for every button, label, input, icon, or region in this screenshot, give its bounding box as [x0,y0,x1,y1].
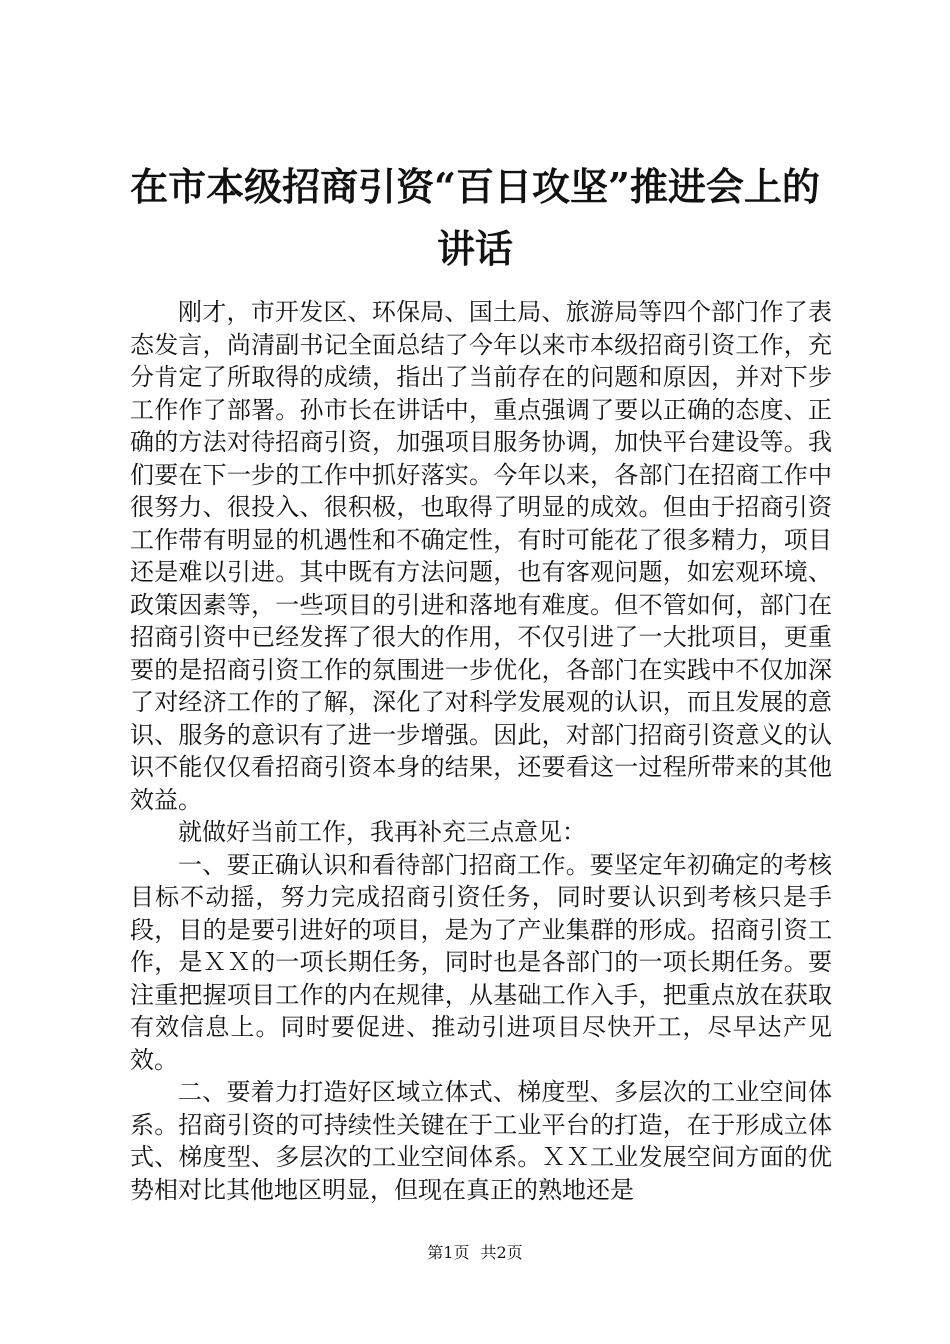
paragraph-4: 二、要着力打造好区域立体式、梯度型、多层次的工业空间体系。招商引资的可持续性关键在于工业平台的打造，在于形成立体式、梯度型、多层次的工业空间体系。ＸＸ工业发展空间方面的优势相对比其他地区明显，但现在真正的熟地还是 [130,1078,832,1204]
page-footer [0,1243,950,1263]
paragraph-2: 就做好当前工作，我再补充三点意见： [178,818,586,846]
page-number: 第1页 [427,1243,470,1262]
document-body [130,296,832,1206]
document-title: 在市本级招商引资“百日攻坚”推进会上的讲话 [130,164,820,271]
paragraph-3: 一、要正确认识和看待部门招商工作。要坚定年初确定的考核目标不动摇，努力完成招商引资任务，同时要认识到考核只是手段，目的是要引进好的项目，是为了产业集群的形成。招商引资工作，是ＸＸ的一项长期任务，同时也是各部门的一项长期任务。要注重把握项目工作的内在规律，从基础工作入手，把重点放在获取有效信息上。同时要促进、推动引进项目尽快开工，尽早达产见效。 [130,850,832,1074]
paragraph-1: 刚才，市开发区、环保局、国土局、旅游局等四个部门作了表态发言，尚清副书记全面总结了今年以来市本级招商引资工作，充分肯定了所取得的成绩，指出了当前存在的问题和原因，并对下步工作作了部署。孙市长在讲话中，重点强调了要以正确的态度、正确的方法对待招商引资，加强项目服务协调，加快平台建设等。我们要在下一步的工作中抓好落实。今年以来，各部门在招商工作中很努力、很投入、很积极，也取得了明显的成效。但由于招商引资工作带有明显的机遇性和不确定性，有时可能花了很多精力，项目还是难以引进。其中既有方法问题，也有客观问题，如宏观环境、政策因素等，一些项目的引进和落地有难度。但不管如何，部门在招商引资中已经发挥了很大的作用，不仅引进了一大批项目，更重要的是招商引资工作的氛围进一步优化，各部门在实践中不仅加深了对经济工作的了解，深化了对科学发展观的认识，而且发展的意识、服务的意识有了进一步增强。因此，对部门招商引资意义的认识不能仅仅看招商引资本身的结果，还要看这一过程所带来的其他效益。 [130,298,832,814]
page-total: 共2页 [480,1243,523,1262]
